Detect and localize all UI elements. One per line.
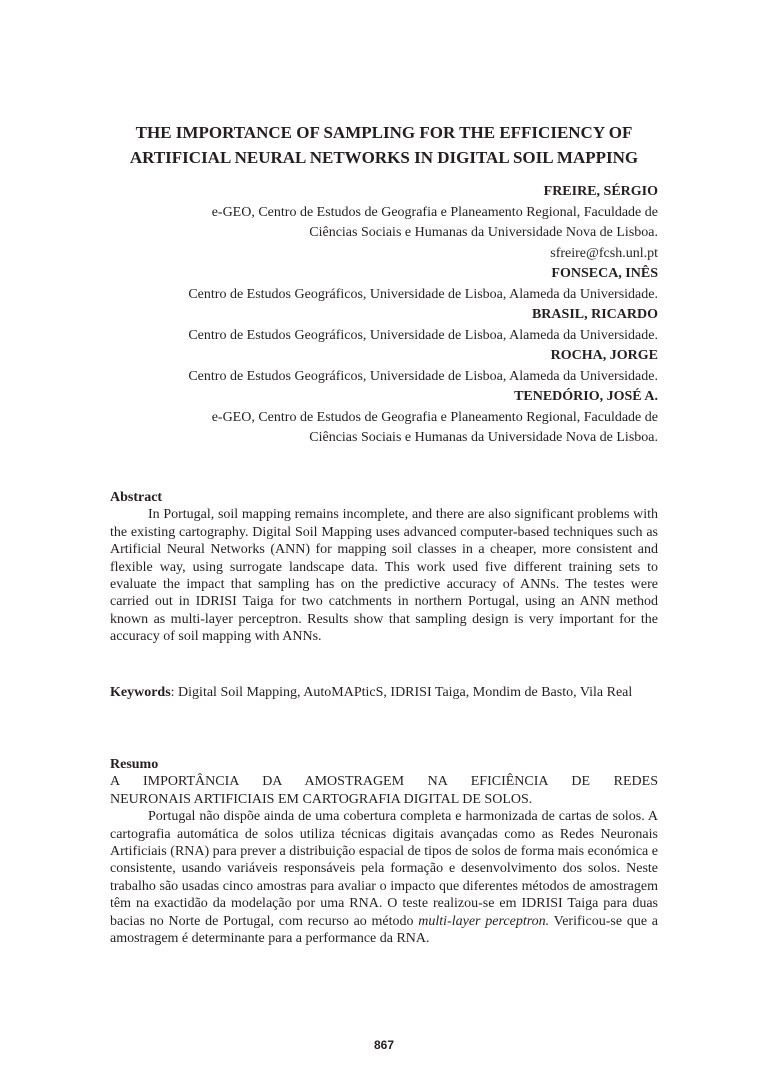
keywords-section bbox=[110, 684, 658, 701]
author-affiliation: e-GEO, Centro de Estudos de Geografia e Planeamento Regional, Faculdade de bbox=[211, 204, 658, 220]
resumo-text-italic: multi-layer perceptron. bbox=[418, 913, 550, 929]
page-number: 867 bbox=[373, 1038, 395, 1052]
keywords-label: Keywords bbox=[110, 685, 171, 700]
abstract-section bbox=[110, 489, 658, 646]
resumo-title-line-1: A IMPORTÂNCIA DA AMOSTRAGEM NA EFICIÊNCIA DE REDES bbox=[110, 774, 658, 790]
title-line-2: ARTIFICIAL NEURAL NETWORKS IN DIGITAL SOIL MAPPING bbox=[129, 148, 639, 167]
resumo-text-part: Verificou-se que a amostragem é determinante para a performance da RNA. bbox=[110, 913, 658, 947]
author-affiliation: Ciências Sociais e Humanas da Universidade Nova de Lisboa. bbox=[309, 430, 658, 445]
resumo-text bbox=[110, 808, 658, 947]
author-email: sfreire@fcsh.unl.pt bbox=[550, 245, 658, 261]
author-affiliation: Ciências Sociais e Humanas da Universidade Nova de Lisboa. bbox=[309, 225, 658, 240]
keywords-text: : Digital Soil Mapping, AutoMAPticS, IDRISI Taiga, Mondim de Basto, Vila Real bbox=[170, 685, 633, 700]
resumo-section bbox=[110, 756, 658, 947]
abstract-heading: Abstract bbox=[110, 490, 163, 505]
author-name: BRASIL, RICARDO bbox=[531, 307, 658, 322]
resumo-title-line-2: NEURONAIS ARTIFICIAIS EM CARTOGRAFIA DIGITAL DE SOLOS. bbox=[110, 791, 533, 807]
author-name: FONSECA, INÊS bbox=[551, 266, 658, 281]
paper-title bbox=[110, 120, 658, 170]
author-name: ROCHA, JORGE bbox=[550, 348, 658, 363]
author-affiliation: Centro de Estudos Geográficos, Universidade de Lisboa, Alameda da Universidade. bbox=[188, 327, 658, 343]
author-name: TENEDÓRIO, JOSÉ A. bbox=[514, 389, 658, 404]
author-affiliation: e-GEO, Centro de Estudos de Geografia e Planeamento Regional, Faculdade de bbox=[211, 409, 658, 425]
abstract-text: In Portugal, soil mapping remains incomplete, and there are also significant problems with the existing cartography. Digital Soil Mapping uses advanced computer-based techniques such as Artificial Neural Networks (ANN) for mapping soil classes in a cheaper, more consistent and flexible way, using surrogate landscape data. This work used five different training sets to evaluate the impact that sampling has on the predictive accuracy of ANNs. The testes were carried out in IDRISI Taiga for two catchments in northern Portugal, using an ANN method known as multi-layer perceptron. Results show that sampling design is very important for the accuracy of soil mapping with ANNs. bbox=[110, 507, 658, 645]
author-name: FREIRE, SÉRGIO bbox=[543, 184, 658, 199]
resumo-text-part: Portugal não dispõe ainda de uma cobertura completa e harmonizada de cartas de solos. A cartografia automática de solos utiliza técnicas digitais avançadas como as Redes Neuronais Artificiais (RNA) para prever a distribuição espacial de tipos de solos de forma mais económica e consistente, usando variáveis responsáveis pela formação e desenvolvimento dos solos. Neste trabalho são usadas cinco amostras para avaliar o impacto que diferentes métodos de amostragem têm na exactidão da modelação por uma RNA. O teste realizou-se em IDRISI Taiga para duas bacias no Norte de Portugal, com recurso ao método bbox=[110, 809, 658, 929]
resumo-heading: Resumo bbox=[110, 757, 159, 772]
title-line-1: THE IMPORTANCE OF SAMPLING FOR THE EFFICIENCY OF bbox=[135, 123, 633, 142]
author-affiliation: Centro de Estudos Geográficos, Universidade de Lisboa, Alameda da Universidade. bbox=[188, 286, 658, 302]
author-list bbox=[110, 182, 658, 449]
author-affiliation: Centro de Estudos Geográficos, Universidade de Lisboa, Alameda da Universidade. bbox=[188, 368, 658, 384]
